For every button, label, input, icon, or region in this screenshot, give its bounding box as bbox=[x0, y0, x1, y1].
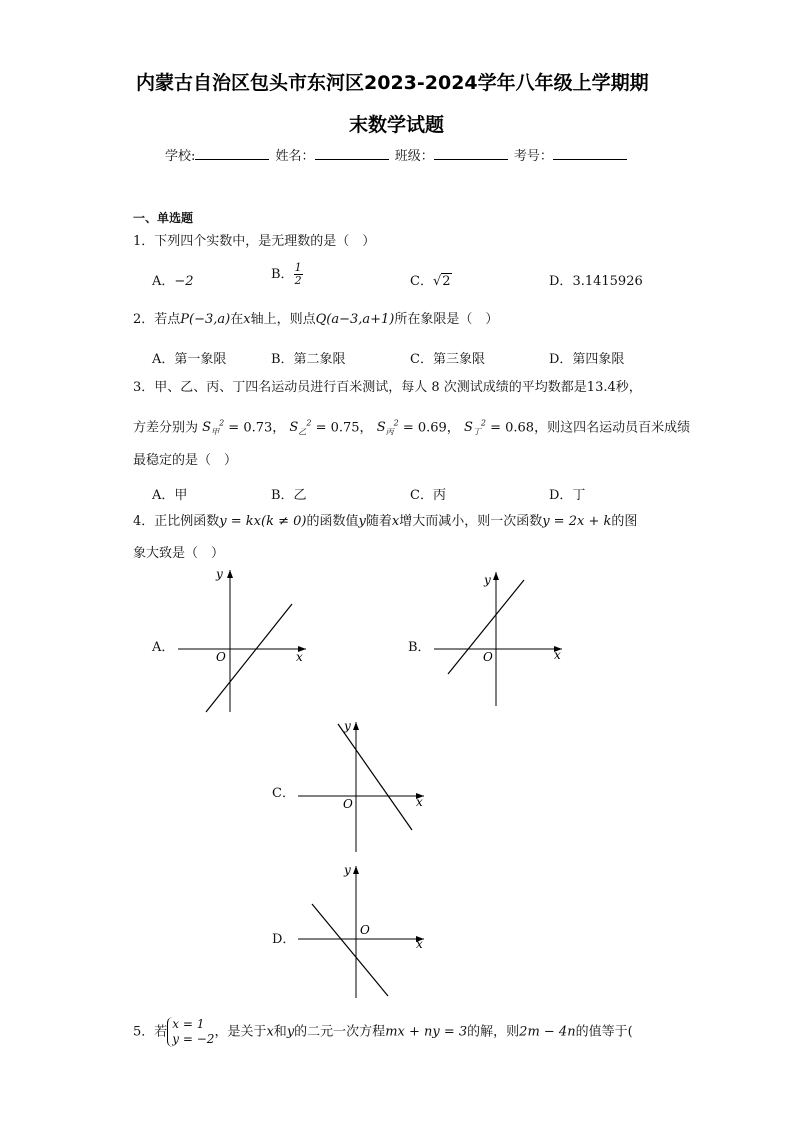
x-axis-label: x bbox=[554, 648, 561, 662]
question-4-line1: 4．正比例函数y = kx(k ≠ 0)的函数值y随着x增大而减小，则一次函数y = 2x + k的图 bbox=[133, 514, 638, 529]
graph-option-d bbox=[294, 862, 430, 1002]
question-3-line1: 3．甲、乙、丙、丁四名运动员进行百米测试，每人 8 次测试成绩的平均数都是13.4秒， bbox=[133, 380, 642, 395]
graph-option-c bbox=[294, 718, 430, 854]
q3-option-b: B．乙 bbox=[271, 488, 307, 503]
exam-number-blank bbox=[553, 147, 627, 160]
function-line bbox=[312, 904, 388, 996]
origin-label: O bbox=[360, 923, 370, 937]
question-2-text: 2．若点P(−3,a)在x轴上，则点Q(a−3,a+1)所在象限是（ ） bbox=[133, 312, 499, 327]
question-5-text: 5．若 x = 1 y = −2 ，是关于x和y的二元一次方程mx + ny = 3的解，则2m − 4n的值等于( bbox=[133, 1017, 633, 1046]
q4-option-a-label: A． bbox=[152, 640, 175, 655]
graph-option-b bbox=[430, 568, 566, 710]
origin-label: O bbox=[216, 650, 226, 664]
y-axis-arrow bbox=[493, 572, 499, 580]
q2-option-c: C．第三象限 bbox=[410, 352, 485, 367]
q2-option-a: A．第一象限 bbox=[152, 352, 227, 367]
function-line bbox=[338, 724, 412, 830]
exam-title-line2: 末数学试题 bbox=[349, 114, 445, 136]
class-blank bbox=[434, 147, 508, 160]
origin-label: O bbox=[343, 797, 353, 811]
fraction: $\frac{1}{2}$ bbox=[294, 261, 302, 287]
q1-option-a: A．−2 bbox=[152, 274, 194, 289]
question-3-line3: 最稳定的是（ ） bbox=[133, 453, 238, 468]
q2-option-b: B．第二象限 bbox=[271, 352, 346, 367]
x-axis-label: x bbox=[296, 650, 303, 664]
origin-label: O bbox=[483, 650, 493, 664]
q4-option-c-label: C． bbox=[272, 786, 295, 801]
y-axis-label: y bbox=[344, 719, 351, 733]
exam-title-line1: 内蒙古自治区包头市东河区2023-2024学年八年级上学期期 bbox=[136, 72, 649, 94]
y-axis-arrow bbox=[353, 722, 359, 730]
graph-option-a bbox=[174, 566, 310, 716]
q4-option-d-label: D． bbox=[272, 932, 296, 947]
school-label: 学校: bbox=[165, 149, 196, 164]
x-axis-label: x bbox=[416, 937, 423, 951]
y-axis-label: y bbox=[216, 567, 223, 581]
class-label: 班级： bbox=[394, 149, 434, 164]
name-label: 姓名： bbox=[275, 149, 315, 164]
name-blank bbox=[315, 147, 389, 160]
question-4-line2: 象大致是（ ） bbox=[133, 546, 225, 561]
q2-option-d: D．第四象限 bbox=[549, 352, 625, 367]
q1-option-d: D．3.1415926 bbox=[549, 274, 643, 289]
y-axis-arrow bbox=[227, 570, 233, 578]
y-axis-arrow bbox=[353, 866, 359, 874]
exam-number-label: 考号： bbox=[513, 149, 553, 164]
q3-option-c: C．丙 bbox=[410, 488, 446, 503]
x-axis-label: x bbox=[416, 795, 423, 809]
question-1-text: 1．下列四个实数中，是无理数的是（ ） bbox=[133, 234, 376, 249]
question-3-line2: 方差分别为 $S_甲^2 = 0.73$， $S_乙^2 = 0.75$， $S_丙^2 = 0.69$， $S_丁^2 = 0.68$，则这四名运动员百米成绩 bbox=[133, 419, 691, 437]
school-blank bbox=[195, 147, 269, 160]
y-axis-label: y bbox=[344, 863, 351, 877]
q1-option-c: C．√2 bbox=[410, 274, 451, 289]
q1-option-b: B． $\frac{1}{2}$ bbox=[271, 261, 302, 287]
q3-option-d: D．丁 bbox=[549, 488, 586, 503]
equation-system: x = 1 y = −2 bbox=[167, 1017, 214, 1047]
section-heading: 一、单选题 bbox=[133, 211, 194, 225]
y-axis-label: y bbox=[484, 573, 491, 587]
q4-option-b-label: B． bbox=[408, 640, 431, 655]
q3-option-a: A．甲 bbox=[152, 488, 188, 503]
student-info-row bbox=[165, 145, 629, 164]
